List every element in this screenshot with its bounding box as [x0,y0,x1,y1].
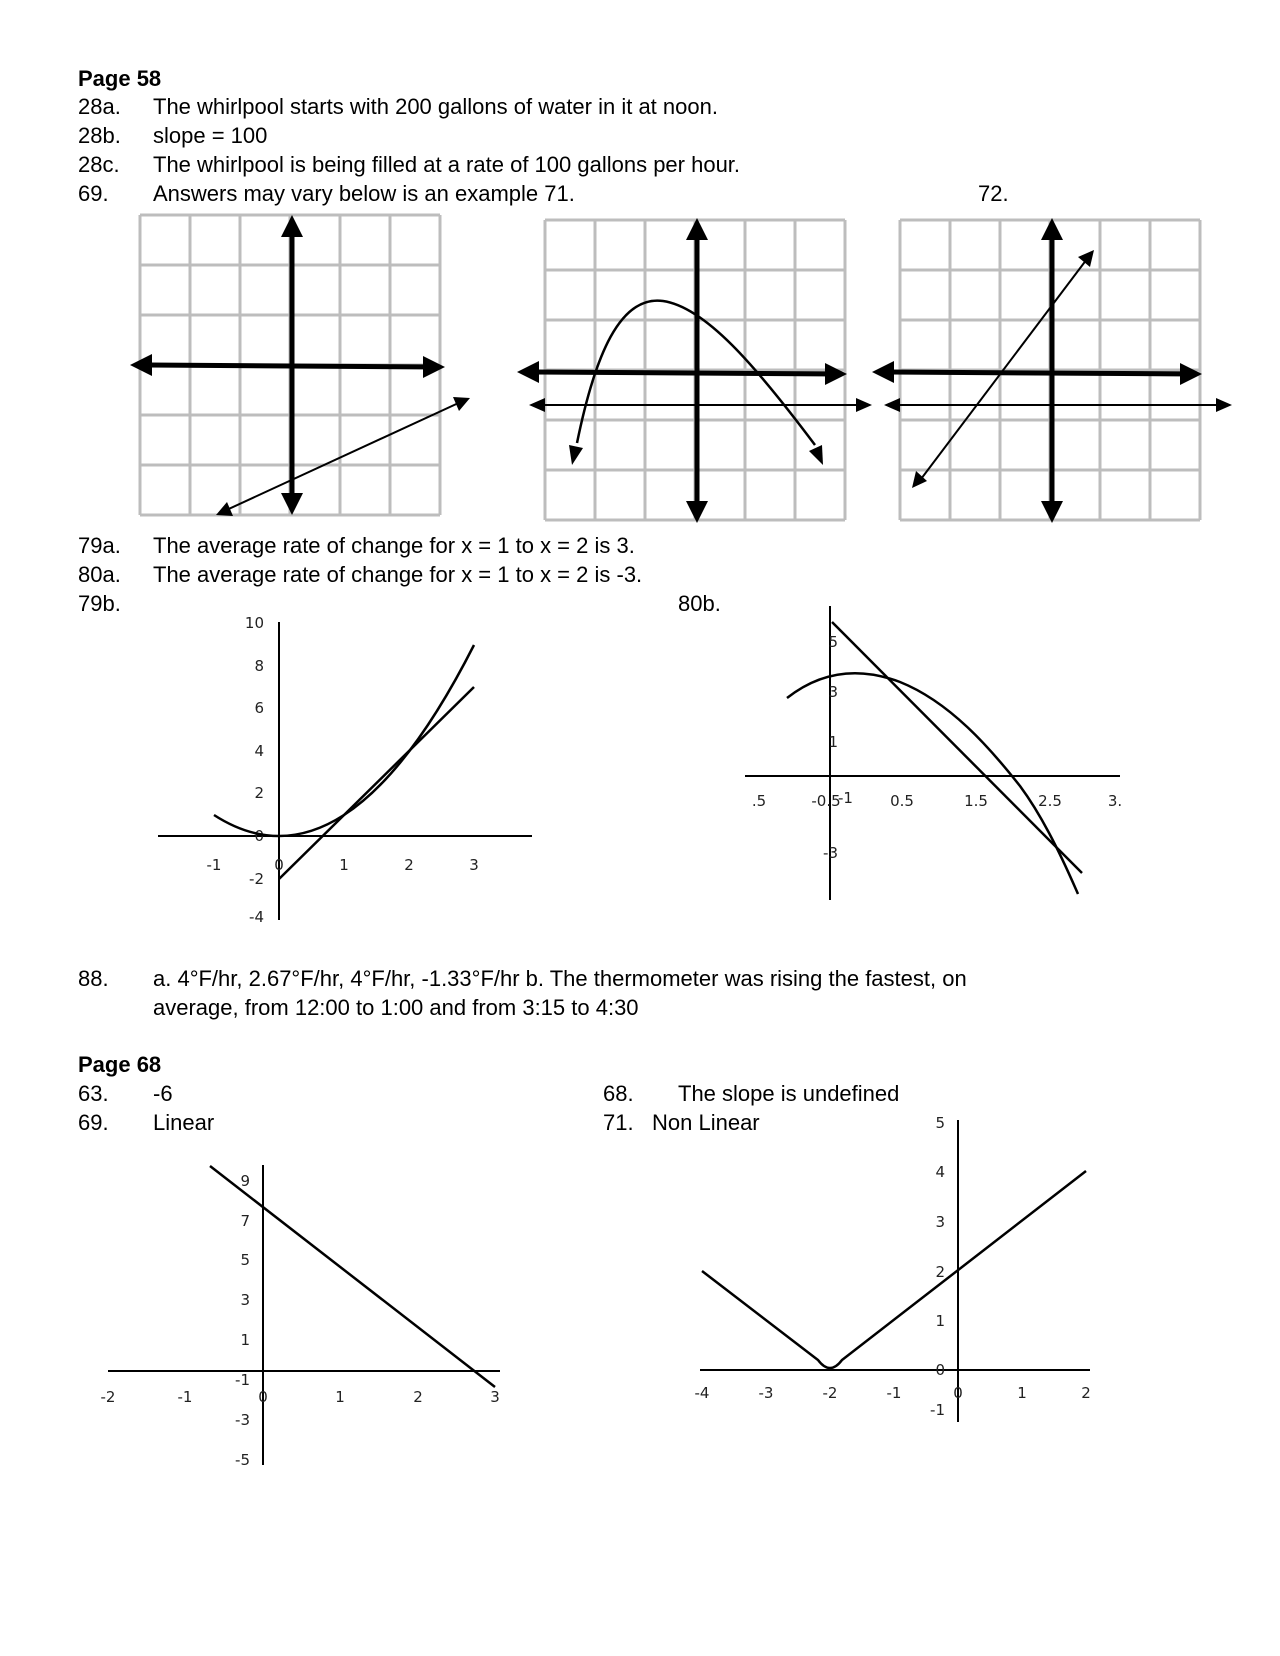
y-tick-label: 5 [935,1114,945,1132]
y-tick-label: -3 [823,844,838,862]
arrow-down [281,493,303,515]
graph-79b [150,612,550,926]
x-ticks [207,856,479,874]
y-tick-label: 2 [254,784,264,802]
answer-text: Non Linear [652,1110,760,1135]
x-ticks [101,1388,500,1406]
answer-text: a. 4°F/hr, 2.67°F/hr, 4°F/hr, -1.33°F/hr b. The thermometer was rising the fastest, on [153,966,967,991]
answer-text: The slope is undefined [678,1081,900,1106]
page-58-heading: Page 58 [78,66,162,91]
answer-text: The whirlpool starts with 200 gallons of water in it at noon. [153,94,718,119]
x-tick-label: 0 [953,1384,963,1402]
item-number: 69. [78,1110,109,1135]
x-tick-label: -1 [886,1384,902,1402]
y-tick-label: 3 [935,1213,945,1231]
y-tick-label: 1 [935,1312,945,1330]
item-number: 28c. [78,152,120,177]
x-tick-label: 3 [469,856,479,874]
y-tick-label: 0 [254,827,264,845]
answer-text: average, from 12:00 to 1:00 and from 3:15 to 4:30 [153,995,639,1020]
arrow-head [1078,250,1094,267]
x-tick-label: 2 [1081,1384,1091,1402]
absolute-value-curve [702,1171,1086,1368]
item-number: 68. [603,1081,634,1106]
x-axis [535,372,840,374]
x-tick-label: -1 [177,1388,193,1406]
item-number: 28b. [78,123,121,148]
label-72: 72. [978,181,1009,206]
y-tick-label: 4 [935,1163,945,1181]
item-number: 88. [78,966,109,991]
x-tick-label: 0 [274,856,284,874]
item-number: 71. [603,1110,634,1135]
y-tick-label: -5 [235,1451,250,1469]
x-tick-label: 0 [258,1388,268,1406]
label-79b: 79b. [78,591,121,616]
x-axis [890,372,1195,374]
answer-text: Linear [153,1110,215,1135]
x-tick-label: -4 [694,1384,710,1402]
y-tick-label: -1 [838,789,853,807]
x-tick-label: -1 [206,856,222,874]
y-tick-label: 2 [935,1263,945,1281]
graph-80b [740,598,1140,908]
x-tick-label: 1.5 [964,792,988,810]
y-tick-label: -4 [249,908,264,926]
graph-72 [880,215,1240,525]
arrow-left [517,361,539,383]
series-line [210,1166,495,1387]
series-line [220,400,465,513]
graph-69 [120,210,490,520]
graph-71-p68 [690,1110,1120,1430]
y-tick-label: 4 [254,742,264,760]
arrow-head [856,398,872,412]
item-number: 28a. [78,94,121,119]
y-tick-label: -1 [235,1371,250,1389]
graph-69-p68 [90,1160,510,1470]
y-ticks [245,614,264,926]
arrow-head [809,445,823,465]
x-tick-label: -0.5 [811,792,841,810]
arrow-head [884,398,900,412]
y-ticks [930,1114,945,1419]
y-tick-label: 10 [244,614,264,632]
y-tick-label: 1 [240,1331,250,1349]
y-tick-label: 9 [240,1172,250,1190]
x-tick-label: 1 [339,856,349,874]
item-number: 69. [78,181,109,206]
y-tick-label: -3 [235,1411,250,1429]
page-68-heading: Page 68 [78,1052,162,1077]
y-tick-label: 8 [254,657,264,675]
y-tick-label: -2 [249,870,264,888]
x-tick-label: -3 [758,1384,774,1402]
y-tick-label: 5 [828,633,838,651]
y-tick-label: 1 [828,733,838,751]
y-tick-label: 0 [935,1361,945,1379]
x-tick-label: -2 [822,1384,838,1402]
answer-text: The average rate of change for x = 1 to x = 2 is -3. [153,562,643,587]
answer-text: The average rate of change for x = 1 to x = 2 is 3. [153,533,635,558]
y-tick-label: 3 [240,1291,250,1309]
x-ticks [752,792,1122,810]
y-tick-label: 5 [240,1251,250,1269]
y-tick-label: 3 [828,683,838,701]
item-number: 63. [78,1081,109,1106]
answer-text: The whirlpool is being filled at a rate of 100 gallons per hour. [153,152,741,177]
y-tick-label: 7 [240,1212,250,1230]
secant-line [279,687,474,879]
secant-line [832,622,1082,873]
x-ticks [695,1384,1091,1402]
item-number: 80a. [78,562,121,587]
x-tick-label: -2 [100,1388,116,1406]
label-80b: 80b. [678,591,721,616]
arrow-head [569,445,583,465]
item-number: 79a. [78,533,121,558]
answer-text: -6 [153,1081,173,1106]
arrow-up [281,215,303,237]
y-tick-label: -1 [930,1401,945,1419]
x-tick-label: 2.5 [1038,792,1062,810]
x-tick-label: 3 [490,1388,500,1406]
answer-text: Answers may vary below is an example 71. [153,181,575,206]
parabola-curve [214,645,474,836]
arrow-right [423,356,445,378]
y-ticks [235,1172,250,1469]
x-tick-label: 3. [1107,792,1123,810]
y-tick-label: 6 [254,699,264,717]
answer-text: slope = 100 [153,123,268,148]
x-tick-label: .5 [751,792,767,810]
arrow-head [1216,398,1232,412]
x-tick-label: 2 [413,1388,423,1406]
graph-71 [525,215,885,525]
x-tick-label: 1 [335,1388,345,1406]
x-tick-label: 0.5 [890,792,914,810]
x-tick-label: 2 [404,856,414,874]
x-tick-label: 1 [1017,1384,1027,1402]
arrow-head [529,398,545,412]
